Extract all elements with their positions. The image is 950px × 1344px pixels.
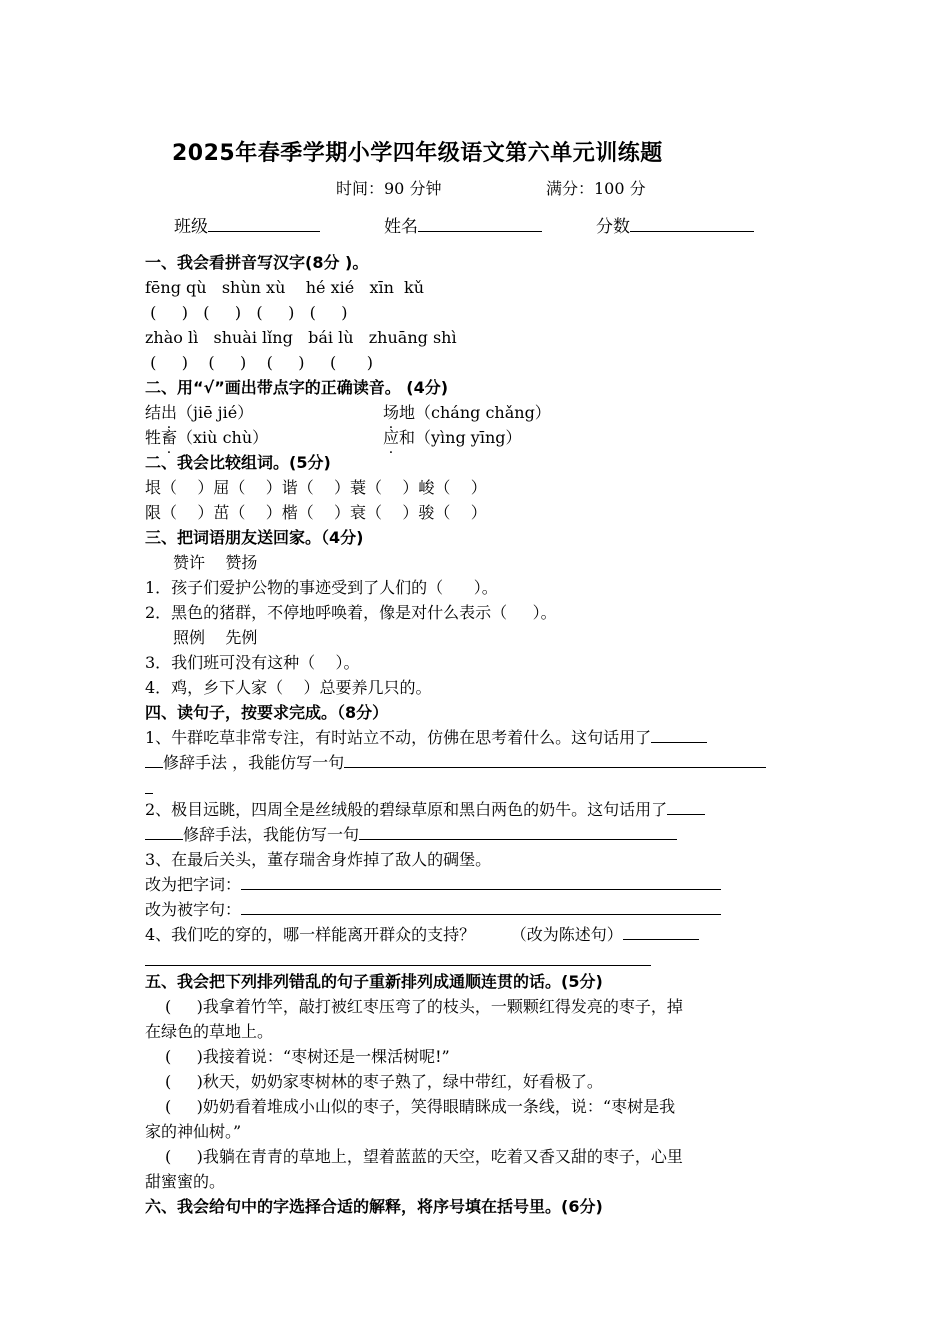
answer-line[interactable] [145, 777, 153, 794]
question-4-1[interactable]: 1．孩子们爱护公物的事迹受到了人们的（ ）。 [145, 578, 498, 597]
score-blank[interactable] [630, 213, 754, 232]
question-5-4 [145, 922, 805, 947]
reading-options: （jiē jié） [177, 403, 254, 422]
dotted-char: 应 [383, 428, 400, 447]
answer-line[interactable] [145, 751, 163, 768]
question-5-3-b [145, 897, 805, 922]
word-choices-1: 赞许 赞扬 [173, 553, 258, 572]
question-5-2-line-b [145, 822, 805, 847]
pinyin-row-2: zhào lì shuài lǐng bái lù zhuāng shì [145, 328, 457, 347]
sentence-1-line-a[interactable]: ( )我拿着竹竿，敲打被红枣压弯了的枝头，一颗颗红得发亮的枣子，掉 [165, 997, 683, 1016]
exam-time: 时间：90 分钟 [336, 179, 442, 198]
answer-line[interactable] [241, 873, 721, 890]
reading-options: （xiù chù） [177, 428, 269, 447]
question-4-3[interactable]: 3．我们班可没有这种（ ）。 [145, 653, 360, 672]
answer-line[interactable] [145, 949, 651, 966]
question-text: 4、我们吃的穿的，哪一样能离开群众的支持？ （改为陈述句） [145, 925, 623, 944]
question-text: 改为把字词： [145, 875, 242, 894]
question-text: 修辞手法，我能仿写一句 [183, 825, 360, 844]
question-5-3: 3、在最后关头，董存瑞舍身炸掉了敌人的碉堡。 [145, 850, 492, 869]
sentence-3[interactable]: ( )秋天，奶奶家枣树林的枣子熟了，绿中带红，好看极了。 [165, 1072, 603, 1091]
name-field [384, 212, 542, 237]
question-5-1-line-c [145, 775, 805, 797]
section-1-heading: 一、我会看拼音写汉字(8分 )。 [145, 253, 369, 272]
reading-row-2 [145, 425, 805, 450]
answer-line[interactable] [145, 823, 183, 840]
question-5-4-line-b [145, 947, 805, 969]
question-4-2[interactable]: 2．黑色的猪群，不停地呼唤着，像是对什么表示（ ）。 [145, 603, 557, 622]
dotted-char: 场 [383, 403, 400, 422]
question-text: 修辞手法 ，我能仿写一句 [163, 753, 345, 772]
reading-item-shengchu[interactable] [145, 425, 268, 450]
section-3-heading: 二、我会比较组词。(5分) [145, 453, 331, 472]
section-2-heading: 二、用“√”画出带点字的正确读音。 (4分) [145, 378, 449, 397]
class-blank[interactable] [208, 213, 320, 232]
answer-line[interactable] [623, 923, 699, 940]
char: 牲 [145, 428, 162, 447]
reading-options: 和（yìng yīng） [399, 428, 522, 447]
compare-row-2[interactable]: 限（ ）茁（ ）楷（ ）衰（ ）骏（ ） [145, 503, 487, 522]
sentence-4-line-a[interactable]: ( )奶奶看着堆成小山似的枣子，笑得眼睛眯成一条线，说：“枣树是我 [165, 1097, 676, 1116]
question-5-1-line-b [145, 750, 805, 775]
answer-line[interactable] [241, 898, 721, 915]
section-5-heading: 四、读句子，按要求完成。（8分） [145, 703, 389, 722]
answer-line[interactable] [344, 751, 766, 768]
answer-line[interactable] [667, 798, 705, 815]
question-5-3-a [145, 872, 805, 897]
class-field [174, 212, 320, 237]
question-5-2-line-a [145, 797, 805, 822]
name-label: 姓名 [384, 217, 418, 237]
sentence-1-line-b: 在绿色的草地上。 [145, 1022, 274, 1041]
question-text: 改为被字句： [145, 900, 242, 919]
reading-item-changdi[interactable] [383, 400, 551, 425]
reading-item-yinghe[interactable] [383, 425, 522, 450]
exam-content [145, 250, 805, 1219]
reading-options: 地（cháng chǎng） [399, 403, 551, 422]
char: 结 [145, 403, 162, 422]
question-5-1-line-a [145, 725, 805, 750]
section-6-heading: 五、我会把下列排列错乱的句子重新排列成通顺连贯的话。(5分) [145, 972, 603, 991]
class-label: 班级 [174, 217, 208, 237]
answer-line[interactable] [359, 823, 677, 840]
sentence-2[interactable]: ( )我接着说：“枣树还是一棵活树呢!” [165, 1047, 450, 1066]
answer-blanks-row-1[interactable]: ( ) ( ) ( ) ( ) [145, 303, 348, 322]
compare-row-1[interactable]: 垠（ ）屈（ ）谐（ ）蓑（ ）峻（ ） [145, 478, 487, 497]
answer-line[interactable] [651, 726, 707, 743]
reading-row-1 [145, 400, 805, 425]
question-4-4[interactable]: 4．鸡，乡下人家（ ）总要养几只的。 [145, 678, 432, 697]
exam-full-score: 满分：100 分 [546, 179, 646, 198]
score-label: 分数 [596, 217, 630, 237]
question-text: 2、极目远眺，四周全是丝绒般的碧绿草原和黑白两色的奶牛。这句话用了 [145, 800, 668, 819]
section-7-heading: 六、我会给句中的字选择合适的解释，将序号填在括号里。(6分) [145, 1197, 603, 1216]
page-title: 2025年春季学期小学四年级语文第六单元训练题 [172, 141, 663, 166]
dotted-char: 畜 [161, 428, 178, 447]
question-text: 1、牛群吃草非常专注，有时站立不动，仿佛在思考着什么。这句话用了 [145, 728, 652, 747]
sentence-5-line-a[interactable]: ( )我躺在青青的草地上，望着蓝蓝的天空，吃着又香又甜的枣子，心里 [165, 1147, 683, 1166]
sentence-5-line-b: 甜蜜蜜的。 [145, 1172, 226, 1191]
section-4-heading: 三、把词语朋友送回家。（4分) [145, 528, 364, 547]
pinyin-row-1: fēng qù shùn xù hé xié xīn kǔ [145, 278, 425, 297]
score-field [596, 212, 754, 237]
name-blank[interactable] [418, 213, 542, 232]
sentence-4-line-b: 家的神仙树。” [145, 1122, 242, 1141]
reading-item-jiechu[interactable] [145, 400, 253, 425]
dotted-char: 出 [161, 403, 178, 422]
answer-blanks-row-2[interactable]: ( ) ( ) ( ) ( ) [145, 353, 373, 372]
word-choices-2: 照例 先例 [173, 628, 258, 647]
